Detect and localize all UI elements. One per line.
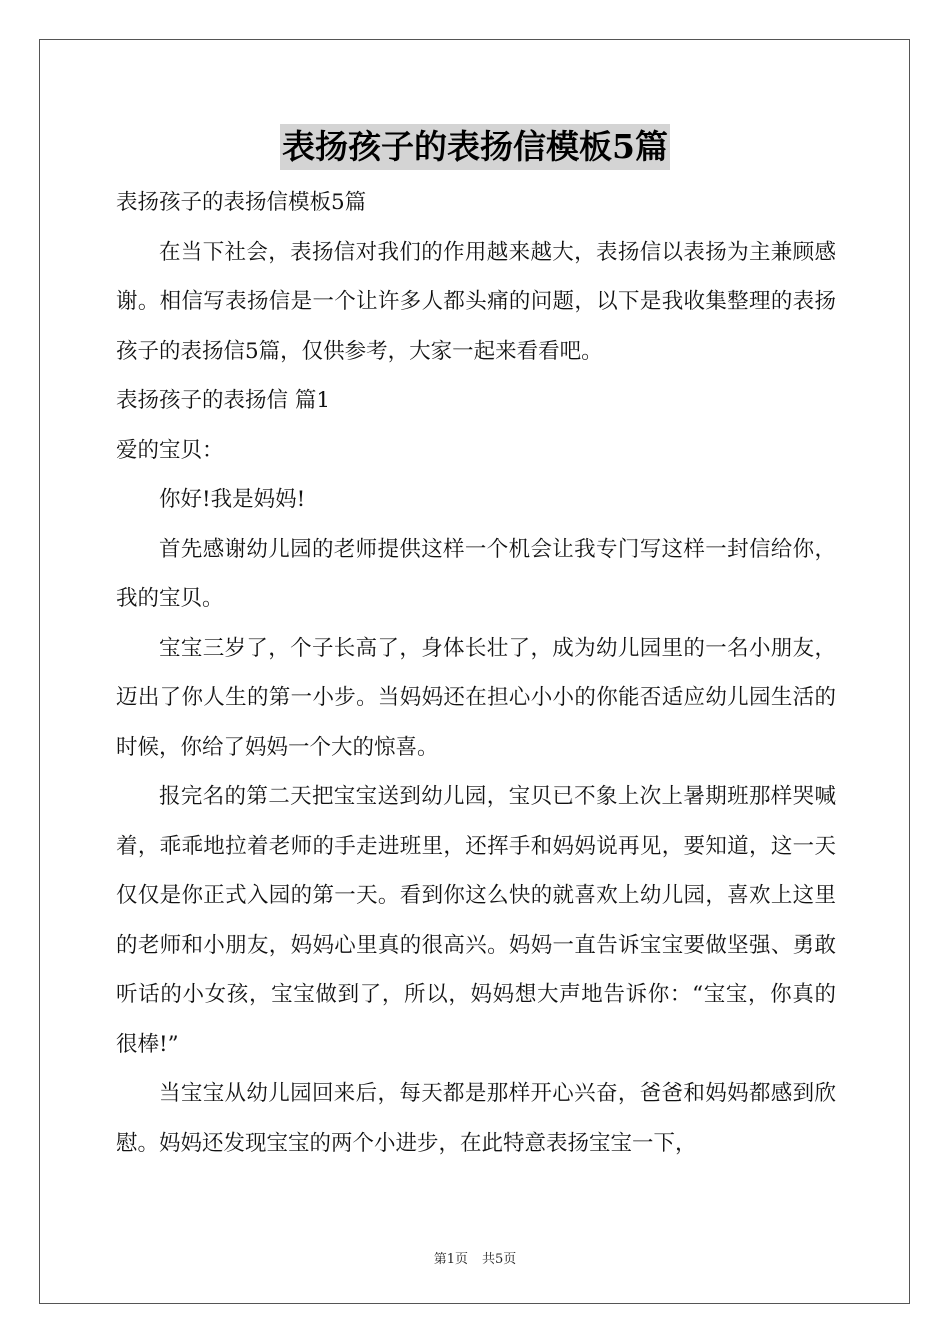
paragraph: 你好!我是妈妈! bbox=[159, 487, 306, 512]
salutation: 爱的宝贝： bbox=[116, 437, 224, 463]
document-body bbox=[116, 178, 836, 1168]
page-number: 第1页 bbox=[433, 1252, 468, 1267]
paragraph: 表扬孩子的表扬信模板5篇 bbox=[116, 190, 367, 215]
paragraph: 报完名的第二天把宝宝送到幼儿园，宝贝已不象上次上暑期班那样哭喊着，乖乖地拉着老师的手走进班里，还挥手和妈妈说再见，要知道，这一天仅仅是你正式入园的第一天。看到你这么快的就喜欢上幼儿园，喜欢上这里的老师和小朋友，妈妈心里真的很高兴。妈妈一直告诉宝宝要做坚强、勇敢听话的小女孩，宝宝做到了，所以，妈妈想大声地告诉你：“宝宝，你真的很棒!” bbox=[116, 784, 836, 1057]
paragraph: 宝宝三岁了，个子长高了，身体长壮了，成为幼儿园里的一名小朋友，迈出了你人生的第一小步。当妈妈还在担心小小的你能否适应幼儿园生活的时候，你给了妈妈一个大的惊喜。 bbox=[116, 635, 836, 760]
section-heading: 表扬孩子的表扬信 篇1 bbox=[116, 388, 331, 413]
paragraph: 在当下社会，表扬信对我们的作用越来越大，表扬信以表扬为主兼顾感谢。相信写表扬信是一个让许多人都头痛的问题，以下是我收集整理的表扬孩子的表扬信5篇，仅供参考，大家一起来看看吧。 bbox=[116, 239, 836, 364]
paragraph: 首先感谢幼儿园的老师提供这样一个机会让我专门写这样一封信给你，我的宝贝。 bbox=[116, 536, 836, 611]
paragraph: 当宝宝从幼儿园回来后，每天都是那样开心兴奋，爸爸和妈妈都感到欣慰。妈妈还发现宝宝的两个小进步，在此特意表扬宝宝一下， bbox=[116, 1081, 836, 1156]
page-footer bbox=[0, 1248, 950, 1267]
title-container bbox=[0, 124, 950, 170]
page-total: 共5页 bbox=[482, 1252, 517, 1267]
document-title: 表扬孩子的表扬信模板5篇 bbox=[280, 124, 670, 170]
